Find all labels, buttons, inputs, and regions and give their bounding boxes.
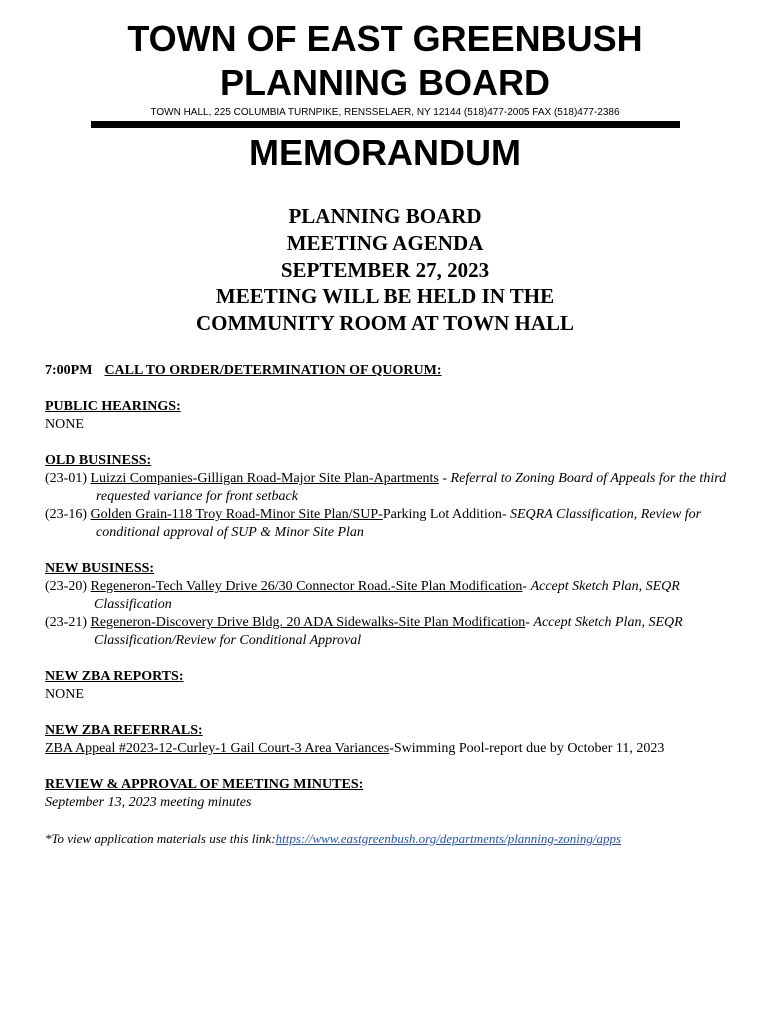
agenda-heading-line: SEPTEMBER 27, 2023 bbox=[280, 257, 490, 282]
item-action: Referral to Zoning Board of Appeals for the third requested variance for front setback bbox=[96, 471, 727, 504]
public-hearings-text: NONE bbox=[45, 417, 84, 432]
call-to-order-label: CALL TO ORDER/DETERMINATION OF QUORUM: bbox=[104, 363, 442, 378]
call-to-order-time: 7:00PM bbox=[45, 363, 93, 378]
document-title-board: PLANNING BOARD bbox=[220, 62, 550, 103]
new-zba-reports-heading: NEW ZBA REPORTS: bbox=[45, 669, 184, 684]
letterhead-address: TOWN HALL, 225 COLUMBIA TURNPIKE, RENSSELAER, NY 12144 (518)477-2005 FAX (518)477-2386 bbox=[150, 107, 620, 118]
agenda-body bbox=[45, 362, 745, 848]
new-zba-referrals-heading: NEW ZBA REFERRALS: bbox=[45, 723, 203, 738]
item-action: SEQRA Classification, Review for conditional approval of SUP & Minor Site Plan bbox=[96, 507, 702, 540]
agenda-heading-line: COMMUNITY ROOM AT TOWN HALL bbox=[195, 311, 575, 336]
new-business-heading: NEW BUSINESS: bbox=[45, 561, 155, 576]
new-zba-reports-text: NONE bbox=[45, 687, 84, 702]
item-plain-text: Parking Lot Addition bbox=[382, 507, 502, 522]
agenda-heading-line: MEETING WILL BE HELD IN THE bbox=[215, 284, 555, 309]
agenda-item bbox=[45, 614, 745, 650]
document-title-town: TOWN OF EAST GREENBUSH bbox=[127, 18, 643, 59]
agenda-heading bbox=[0, 203, 770, 337]
item-number: (23-21) bbox=[45, 615, 87, 630]
item-action: Accept Sketch Plan, SEQR Classification bbox=[94, 579, 680, 612]
zba-referral-item bbox=[45, 740, 745, 758]
zba-referral-details: -Swimming Pool-report due by October 11, 2023 bbox=[389, 741, 665, 756]
item-number: (23-16) bbox=[45, 507, 87, 522]
new-zba-reports-section bbox=[45, 668, 745, 704]
item-action: Accept Sketch Plan, SEQR Classification/Review for Conditional Approval bbox=[94, 615, 683, 648]
application-materials-note bbox=[45, 830, 745, 848]
minutes-section bbox=[45, 776, 745, 812]
application-materials-link[interactable]: https://www.eastgreenbush.org/departments/planning-zoning/apps bbox=[275, 831, 622, 846]
minutes-heading: REVIEW & APPROVAL OF MEETING MINUTES: bbox=[45, 777, 364, 792]
call-to-order bbox=[45, 362, 745, 380]
item-title: Golden Grain-118 Troy Road-Minor Site Plan/SUP- bbox=[90, 507, 383, 522]
item-title: Regeneron-Tech Valley Drive 26/30 Connector Road.-Site Plan Modification bbox=[90, 579, 523, 594]
item-separator: - bbox=[522, 579, 531, 594]
note-text: *To view application materials use this link: bbox=[45, 831, 276, 846]
agenda-item bbox=[45, 506, 745, 542]
item-title: Regeneron-Discovery Drive Bldg. 20 ADA Sidewalks-Site Plan Modification bbox=[90, 615, 526, 630]
item-separator: - bbox=[525, 615, 534, 630]
public-hearings-section bbox=[45, 398, 745, 434]
agenda-heading-line: PLANNING BOARD bbox=[288, 204, 482, 228]
item-separator: - bbox=[501, 507, 510, 522]
old-business-heading: OLD BUSINESS: bbox=[45, 453, 152, 468]
item-number: (23-20) bbox=[45, 579, 87, 594]
public-hearings-heading: PUBLIC HEARINGS: bbox=[45, 399, 181, 414]
agenda-heading-line: MEETING AGENDA bbox=[286, 230, 484, 255]
minutes-text: September 13, 2023 meeting minutes bbox=[45, 795, 252, 810]
agenda-item bbox=[45, 470, 745, 506]
item-number: (23-01) bbox=[45, 471, 87, 486]
item-separator: - bbox=[438, 471, 451, 486]
letterhead-divider bbox=[91, 121, 680, 128]
zba-referral-title: ZBA Appeal #2023-12-Curley-1 Gail Court-3 Area Variances bbox=[45, 741, 390, 756]
new-zba-referrals-section bbox=[45, 722, 745, 758]
memorandum-title: MEMORANDUM bbox=[249, 132, 521, 173]
old-business-section bbox=[45, 452, 745, 542]
new-business-section bbox=[45, 560, 745, 650]
item-title: Luizzi Companies-Gilligan Road-Major Site Plan-Apartments bbox=[90, 471, 439, 486]
agenda-item bbox=[45, 578, 745, 614]
